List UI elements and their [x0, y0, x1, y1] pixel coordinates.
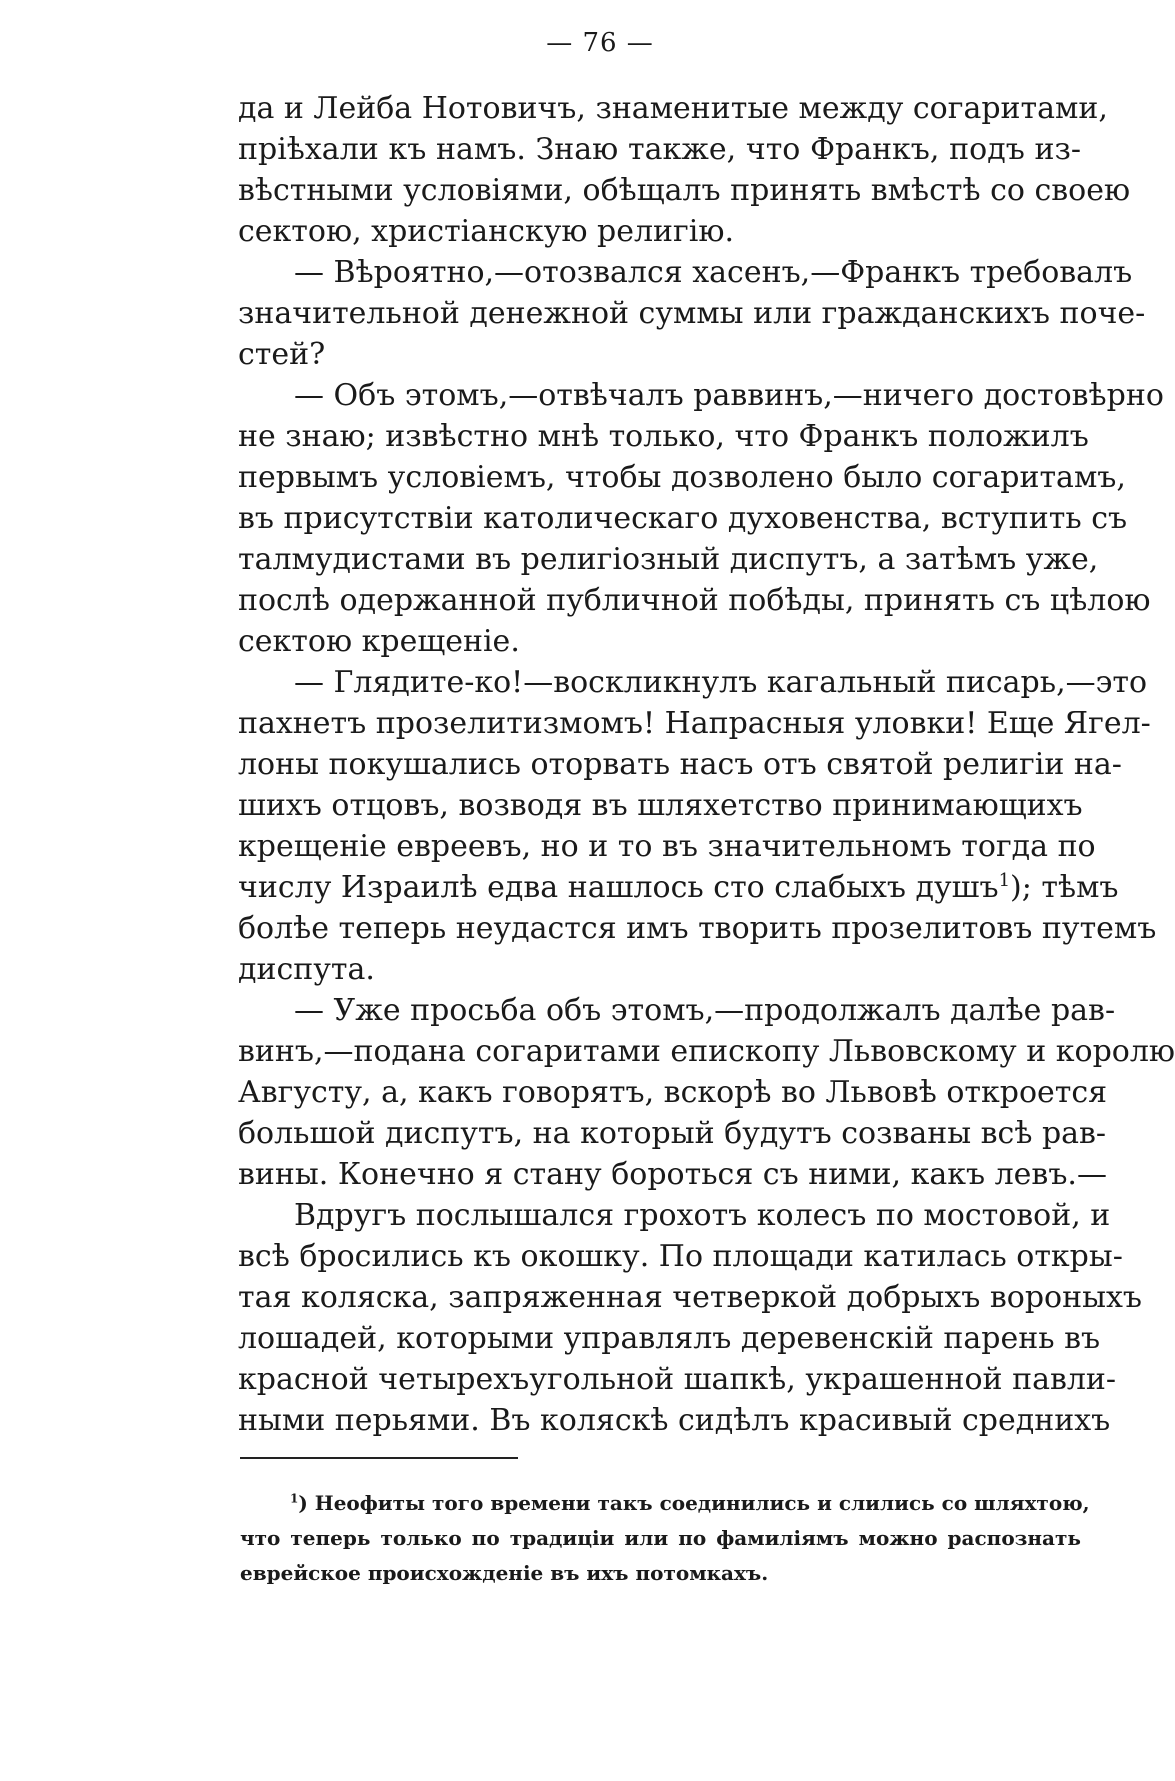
text-line: — Уже просьба объ этомъ,—продолжалъ далѣе рав-	[294, 993, 1116, 1028]
text-line: красной четырехъугольной шапкѣ, украшенной павли-	[238, 1362, 1117, 1397]
text-line: стей?	[238, 337, 326, 372]
text-line: сектою крещеніе.	[238, 624, 520, 659]
text-line: вины. Конечно я стану бороться съ ними, какъ левъ.—	[238, 1157, 1107, 1192]
text-line: послѣ одержанной публичной побѣды, принять съ цѣлою	[238, 583, 1151, 618]
page-number: — 76 —	[546, 28, 654, 58]
text-line: лоны покушались оторвать насъ отъ святой религіи на-	[238, 747, 1122, 782]
text-line: — Глядите-ко!—воскликнулъ кагальный писарь,—это	[294, 665, 1148, 700]
text-line: въ присутствіи католическаго духовенства, вступить съ	[238, 501, 1128, 536]
text-line: Вдругъ послышался грохотъ колесъ по мостовой, и	[294, 1198, 1111, 1233]
text-line: сектою, христіанскую религію.	[238, 214, 734, 249]
text-line: вѣстными условіями, обѣщалъ принять вмѣстѣ со своею	[238, 173, 1131, 208]
text-line: лошадей, которыми управлялъ деревенскій парень въ	[238, 1321, 1101, 1356]
footnote-divider	[240, 1457, 518, 1459]
text-line: не знаю; извѣстно мнѣ только, что Франкъ положилъ	[238, 419, 1089, 454]
text-line: ными перьями. Въ коляскѣ сидѣлъ красивый среднихъ	[238, 1403, 1111, 1438]
text-line-end: ); тѣмъ	[1010, 870, 1119, 905]
text-line: первымъ условіемъ, чтобы дозволено было согаритамъ,	[238, 460, 1126, 495]
footnote-line: $^1$) Неофиты того времени такъ соединились и слились со шляхтою,	[290, 1491, 1090, 1515]
text-line: пахнетъ прозелитизмомъ! Напрасныя уловки! Еще Ягел-	[238, 706, 1151, 741]
text-line: болѣе теперь неудастся имъ творить прозелитовъ путемъ	[238, 911, 1157, 946]
text-line: большой диспутъ, на который будутъ созваны всѣ рав-	[238, 1116, 1107, 1151]
text-line-with-footnote	[238, 867, 1119, 908]
text-line: — Вѣроятно,—отозвался хасенъ,—Франкъ требовалъ	[294, 255, 1133, 290]
footnote-text: Неофиты того времени такъ соединились и слились со шляхтою,	[314, 1491, 1090, 1515]
text-line: — Объ этомъ,—отвѣчалъ раввинъ,—ничего достовѣрно	[294, 378, 1164, 413]
text-line: Августу, а, какъ говорятъ, вскорѣ во Львовѣ откроется	[238, 1075, 1108, 1110]
text-line: шихъ отцовъ, возводя въ шляхетство принимающихъ	[238, 788, 1083, 823]
text-line: крещеніе евреевъ, но и то въ значительномъ тогда по	[238, 829, 1096, 864]
text-line: диспута.	[238, 952, 375, 987]
text-line: талмудистами въ религіозный диспутъ, а затѣмъ уже,	[238, 542, 1099, 577]
text-line: да и Лейба Нотовичъ, знаменитые между согаритами,	[238, 91, 1108, 126]
text-line: всѣ бросились къ окошку. По площади катилась откры-	[238, 1239, 1123, 1274]
footnote-line: что теперь только по традиціи или по фамиліямъ можно распознать	[240, 1526, 1081, 1550]
text-line-start: числу Израилѣ едва нашлось сто слабыхъ душъ	[238, 870, 999, 905]
text-line: тая коляска, запряженная четверкой добрыхъ вороныхъ	[238, 1280, 1142, 1315]
footnote-block	[240, 1486, 1090, 1591]
text-line: значительной денежной суммы или гражданскихъ поче-	[238, 296, 1146, 331]
body-text	[238, 88, 1175, 1441]
footnote-line: еврейское происхожденіе въ ихъ потомкахъ.	[240, 1561, 769, 1585]
text-line: винъ,—подана согаритами епископу Львовскому и королю	[238, 1034, 1175, 1069]
footnote-marker: 1	[290, 1491, 299, 1506]
footnote-reference: 1	[998, 870, 1011, 891]
text-line: пріѣхали къ намъ. Знаю также, что Франкъ, подъ из-	[238, 132, 1081, 167]
